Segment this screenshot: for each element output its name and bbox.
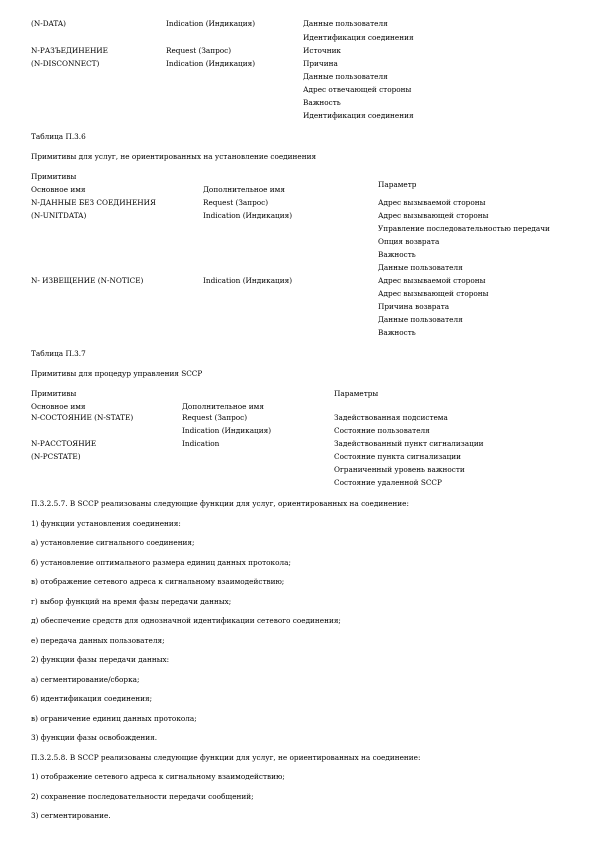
table7-title: Примитивы для процедур управления SCCP bbox=[31, 369, 203, 378]
table6-row-param: Причина возврата bbox=[378, 302, 450, 311]
table6-row-extra: Indication (Индикация) bbox=[203, 211, 293, 220]
table6-row-main: N-ДАННЫЕ БЕЗ СОЕДИНЕНИЯ bbox=[31, 198, 156, 207]
table6-row-param: Данные пользователя bbox=[378, 315, 463, 324]
table7-row-param: Задействованный пункт сигнализации bbox=[334, 439, 484, 448]
table6-row-param: Адрес вызывающей стороны bbox=[378, 211, 489, 220]
list-item: 2) сохранение последовательности передачи сообщений; bbox=[31, 792, 254, 801]
list-item: а) установление сигнального соединения; bbox=[31, 538, 195, 547]
top-row-1-type: Indication (Индикация) bbox=[166, 19, 256, 28]
list-item: в) отображение сетевого адреса к сигнальному взаимодействию; bbox=[31, 577, 285, 586]
table7-row-extra: Indication (Индикация) bbox=[182, 426, 272, 435]
section-258-intro: П.3.2.5.8. В SCCP реализованы следующие функции для услуг, не ориентированных на соединение: bbox=[31, 753, 421, 762]
table7-head-primitives: Примитивы bbox=[31, 389, 77, 398]
table6-title: Примитивы для услуг, не ориентированных на установление соединения bbox=[31, 152, 317, 161]
list-item: б) идентификация соединения; bbox=[31, 694, 153, 703]
table6-row-param: Адрес вызываемой стороны bbox=[378, 276, 486, 285]
top-row-2-type: Request (Запрос) bbox=[166, 46, 232, 55]
table7-head-param: Параметры bbox=[334, 389, 379, 398]
list-item: г) выбор функций на время фазы передачи данных; bbox=[31, 597, 232, 606]
table7-row-main: N-РАССТОЯНИЕ bbox=[31, 439, 97, 448]
table7-row-main: N-СОСТОЯНИЕ (N-STATE) bbox=[31, 413, 134, 422]
top-row-3-type: Indication (Индикация) bbox=[166, 59, 256, 68]
list-item: в) ограничение единиц данных протокола; bbox=[31, 714, 197, 723]
table6-row-param: Опция возврата bbox=[378, 237, 440, 246]
top-row-1-primitive: (N-DATA) bbox=[31, 19, 67, 28]
table7-row-param: Состояние пункта сигнализации bbox=[334, 452, 461, 461]
table7-row-param: Состояние пользователя bbox=[334, 426, 430, 435]
top-row-3-param: Данные пользователя bbox=[303, 72, 388, 81]
top-row-2-param: Источник bbox=[303, 46, 341, 55]
top-row-3-primitive: (N-DISCONNECT) bbox=[31, 59, 100, 68]
table7-head-extra: Дополнительное имя bbox=[182, 402, 264, 411]
table6-head-primitives: Примитивы bbox=[31, 172, 77, 181]
table7-row-param: Задействованная подсистема bbox=[334, 413, 448, 422]
table7-row-extra: Indication bbox=[182, 439, 220, 448]
list-item: 3) функции фазы освобождения. bbox=[31, 733, 158, 742]
table6-row-main: (N-UNITDATA) bbox=[31, 211, 87, 220]
list-item: 1) отображение сетевого адреса к сигнальному взаимодействию; bbox=[31, 772, 285, 781]
table6-row-param: Важность bbox=[378, 328, 416, 337]
table6-head-param: Параметр bbox=[378, 180, 417, 189]
list-item: е) передача данных пользователя; bbox=[31, 636, 165, 645]
list-item: 3) сегментирование. bbox=[31, 811, 111, 820]
table6-row-main: N- ИЗВЕЩЕНИЕ (N-NOTICE) bbox=[31, 276, 144, 285]
section-257-intro: П.3.2.5.7. В SCCP реализованы следующие функции для услуг, ориентированных на соединение: bbox=[31, 499, 409, 508]
table7-row-extra: Request (Запрос) bbox=[182, 413, 248, 422]
list-item: д) обеспечение средств для однозначной идентификации сетевого соединения; bbox=[31, 616, 341, 625]
top-row-3-param: Идентификация соединения bbox=[303, 111, 414, 120]
table7-caption: Таблица П.3.7 bbox=[31, 349, 86, 358]
table6-row-param: Управление последовательностью передачи bbox=[378, 224, 550, 233]
table6-row-param: Важность bbox=[378, 250, 416, 259]
table6-head-main: Основное имя bbox=[31, 185, 86, 194]
table7-head-main: Основное имя bbox=[31, 402, 86, 411]
top-row-1-param: Идентификация соединения bbox=[303, 33, 414, 42]
table6-caption: Таблица П.3.6 bbox=[31, 132, 86, 141]
table6-row-param: Адрес вызываемой стороны bbox=[378, 198, 486, 207]
table6-row-extra: Indication (Индикация) bbox=[203, 276, 293, 285]
table7-row-main: (N-PCSTATE) bbox=[31, 452, 81, 461]
list-item: 2) функции фазы передачи данных: bbox=[31, 655, 170, 664]
table7-row-param: Состояние удаленной SCCP bbox=[334, 478, 442, 487]
list-item: б) установление оптимального размера единиц данных протокола; bbox=[31, 558, 291, 567]
table6-row-param: Данные пользователя bbox=[378, 263, 463, 272]
list-item: а) сегментирование/сборка; bbox=[31, 675, 140, 684]
top-row-2-primitive: N-РАЗЪЕДИНЕНИЕ bbox=[31, 46, 108, 55]
top-row-3-param: Важность bbox=[303, 98, 341, 107]
table6-row-param: Адрес вызывающей стороны bbox=[378, 289, 489, 298]
top-row-1-param: Данные пользователя bbox=[303, 19, 388, 28]
top-row-3-param: Причина bbox=[303, 59, 338, 68]
list-item: 1) функции установления соединения: bbox=[31, 519, 181, 528]
table7-row-param: Ограниченный уровень важности bbox=[334, 465, 465, 474]
table6-row-extra: Request (Запрос) bbox=[203, 198, 269, 207]
table6-head-extra: Дополнительное имя bbox=[203, 185, 285, 194]
top-row-3-param: Адрес отвечающей стороны bbox=[303, 85, 412, 94]
